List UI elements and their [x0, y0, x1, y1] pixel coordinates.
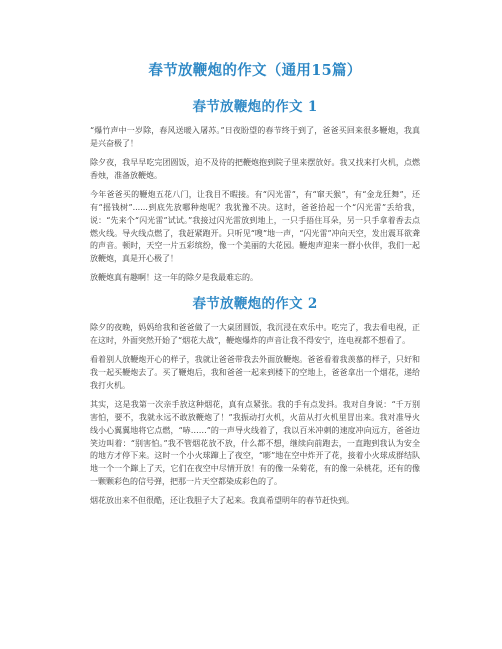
document-title: 春节放鞭炮的作文（通用15篇） — [148, 62, 362, 79]
essay-section-2 — [90, 296, 420, 508]
paragraph: 其实，这是我第一次亲手放这种烟花，真有点紧张。我的手有点发抖。我对自身说：“千万别害怕，要不，我就永远不敢放鞭炮了！”我振动打火机，火苗从打火机里冒出来。我对准导火线小心翼翼地将它点燃，“哧……”的一声导火线着了，我以百米冲刺的速度冲向远方，爸爸边笑边叫着：“别害怕。”我不管烟花放不放，什么都不想，继续向前跑去，一直跑到我认为安全的地方才停下来。这时一个小火球蹿上了夜空，“嘭”地在空中炸开了花，接着小火球成群结队地一个一个蹿上了天，它们在夜空中尽情开放！有的像一朵菊花，有的像一朵桃花，还有的像一颗颗彩色的信号弹，把那一片天空都染成彩色的了。 — [90, 400, 420, 487]
section-heading-2: 春节放鞭炮的作文 2 — [192, 296, 318, 313]
paragraph: 除夕夜，我早早吃完团圆饭，迫不及待的把鞭炮抱到院子里来摆放好。我又找来打火机，点燃香烛，准备放鞭炮。 — [90, 158, 420, 180]
paragraph: 看着别人放鞭炮开心的样子，我就让爸爸带我去外面放鞭炮。爸爸看着我羡慕的样子，只好和我一起买鞭炮去了。买了鞭炮后，我和爸爸一起来到楼下的空地上，爸爸拿出一个烟花，递给我打火机。 — [90, 355, 420, 390]
paragraph: 今年爸爸买的鞭炮五花八门，让我目不暇接。有“闪光雷”，有“窜天猴”，有“金龙狂舞”，还有“摇钱树”......到底先放哪种炮呢？我犹豫不决。这时，爸爸拾起一个“闪光雷”丢给我，说：“先来个“闪光雷”试试。”我接过闪光雷放到地上，一只手捂住耳朵，另一只手拿着香去点燃火线。导火线点燃了，我赶紧跑开。只听见“嗖”地一声，“闪光雷”冲向天空，发出震耳欲聋的声音。顿时，天空一片五彩缤纷，像一个美丽的大花园。鞭炮声迎来一群小伙伴，我们一起放鞭炮，真是开心极了！ — [90, 190, 420, 264]
paragraph: 放鞭炮真有趣啊！这一年的除夕是我最难忘的。 — [90, 273, 258, 283]
essay-section-1 — [90, 99, 420, 285]
paragraph: 烟花放出来不但很酷，还让我胆子大了起来。我真希望明年的春节赶快到。 — [90, 496, 354, 506]
section-heading-1: 春节放鞭炮的作文 1 — [192, 99, 318, 115]
paragraph: “爆竹声中一岁除，春风送暖入屠苏。”日夜盼望的春节终于到了，爸爸买回来很多鞭炮，我真是兴奋极了！ — [90, 126, 420, 148]
paragraph: 除夕的夜晚，妈妈给我和爸爸做了一大桌团圆饭，我沉浸在欢乐中。吃完了，我去看电视，正在这时，外面突然开始了“烟花大战”，鞭炮爆炸的声音让我不得安宁，连电视都不想看了。 — [90, 323, 420, 346]
